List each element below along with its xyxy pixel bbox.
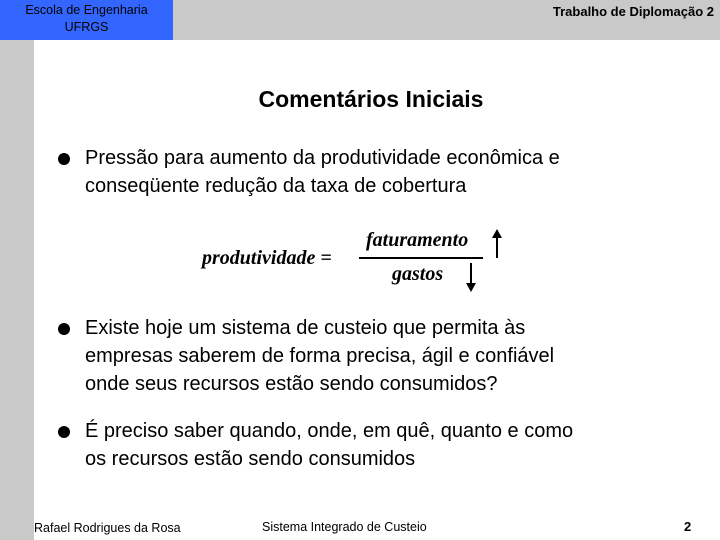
left-frame-band (0, 0, 34, 540)
bullet-dot (58, 153, 70, 165)
school-abbrev: UFRGS (64, 20, 109, 34)
down-arrow-icon (464, 262, 478, 292)
bullet-line: onde seus recursos estão sendo consumidos? (85, 373, 498, 395)
bullet-dot (58, 323, 70, 335)
bullet-line: Pressão para aumento da produtividade econômica e (85, 147, 560, 169)
bullet-text (85, 314, 695, 398)
up-arrow-icon (490, 229, 504, 259)
footer-author: Rafael Rodrigues da Rosa (34, 521, 181, 535)
slide-title: Comentários Iniciais (258, 86, 484, 112)
bullet-dot (58, 426, 70, 438)
bullet-line: empresas saberem de forma precisa, ágil e confiável (85, 345, 555, 367)
page-number: 2 (684, 519, 692, 534)
bullet-line: conseqüente redução da taxa de cobertura (85, 175, 467, 197)
school-header-box (0, 0, 173, 40)
formula-lhs: produtividade = (202, 247, 332, 269)
formula-denominator: gastos (392, 263, 444, 285)
footer-topic: Sistema Integrado de Custeio (262, 520, 427, 534)
bullet-text (85, 144, 695, 200)
bullet-line: Existe hoje um sistema de custeio que permita às (85, 317, 526, 339)
bullet-line: É preciso saber quando, onde, em quê, quanto e como (85, 420, 574, 442)
fraction-bar (359, 257, 483, 259)
bullet-line: os recursos estão sendo consumidos (85, 448, 416, 470)
school-name: Escola de Engenharia (25, 3, 148, 17)
formula-numerator: faturamento (366, 229, 469, 251)
bullet-text (85, 417, 695, 473)
course-title: Trabalho de Diplomação 2 (552, 4, 714, 19)
